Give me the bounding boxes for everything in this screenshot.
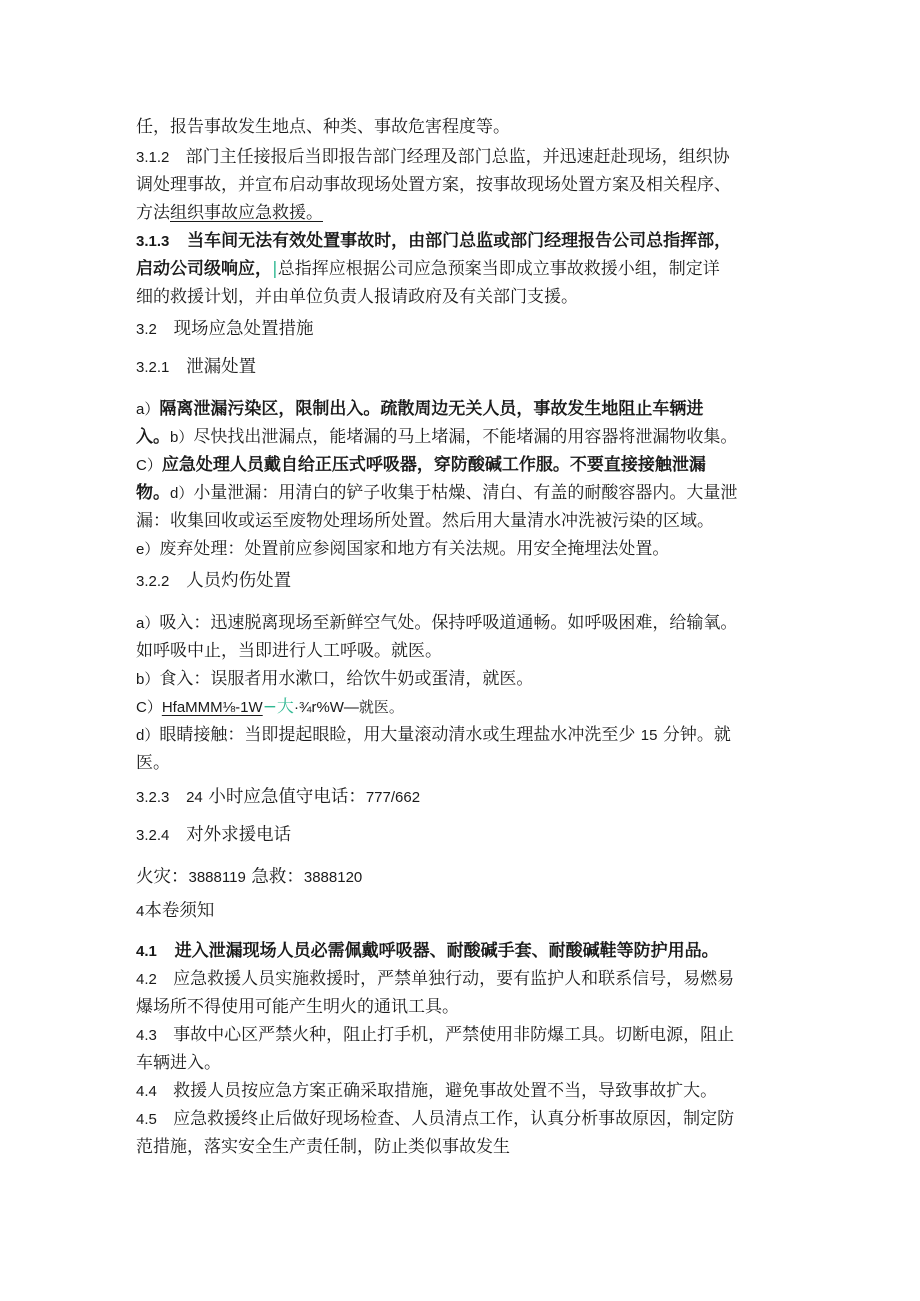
clause-number: 3.1.2 xyxy=(136,149,170,166)
text: 方法 xyxy=(136,203,170,223)
clause-number: 4.5 xyxy=(136,1111,157,1128)
item-marker: d） xyxy=(136,727,160,744)
paragraph-line xyxy=(136,1136,510,1158)
text: 范措施，落实安全生产责任制，防止类似事故发生 xyxy=(136,1137,510,1157)
heading-text: 现场应急处置措施 xyxy=(173,319,314,339)
clause-3-1-2 xyxy=(136,146,730,169)
number: 15 xyxy=(640,727,658,744)
text: 细的救援计划，并由单位负责人报请政府及有关部门支援。 xyxy=(136,287,578,307)
heading-3-2-4 xyxy=(136,824,291,847)
text: 车辆进入。 xyxy=(136,1053,221,1073)
text: 事故中心区严禁火种，阻止打手机，严禁使用非防爆工具。切断电源，阻止 xyxy=(173,1025,735,1045)
item-marker: C） xyxy=(136,699,162,716)
item-d xyxy=(136,724,731,747)
heading-number: 3.2.2 xyxy=(136,573,170,590)
clause-number: 4.1 xyxy=(136,943,157,960)
paragraph-line xyxy=(136,640,442,662)
phone-number: 777/662 xyxy=(365,789,421,806)
clause-4-2 xyxy=(136,968,734,991)
item-marker: d） xyxy=(170,485,194,502)
clause-number: 4.4 xyxy=(136,1083,157,1100)
clause-number: 3.1.3 xyxy=(136,233,170,250)
paragraph-line xyxy=(136,510,714,532)
text: 废弃处理：处置前应参阅国家和地方有关法规。用安全掩埋法处置。 xyxy=(159,539,670,559)
paragraph-line xyxy=(136,174,731,196)
bold-text: 隔离泄漏污染区，限制出入。疏散周边无关人员，事故发生地阻止车辆进 xyxy=(159,399,704,419)
underlined-text: 组织事故应急救援。 xyxy=(170,203,323,223)
clause-number: 4.2 xyxy=(136,971,157,988)
text: 吸入：迅速脱离现场至新鲜空气处。保持呼吸道通畅。如呼吸困难，给输氧。 xyxy=(159,613,738,633)
bold-text: 入。 xyxy=(136,427,170,447)
item-a xyxy=(136,398,703,421)
text: 应急救援终止后做好现场检查、人员清点工作，认真分析事故原因，制定防 xyxy=(173,1109,735,1129)
paragraph-line xyxy=(136,752,170,774)
heading-number: 3.2.3 xyxy=(136,789,170,806)
heading-text: 本卷须知 xyxy=(144,901,215,921)
item-marker: b） xyxy=(136,671,160,688)
item-marker: C） xyxy=(136,457,162,474)
item-marker: e） xyxy=(136,541,160,558)
text: 医。 xyxy=(136,753,170,773)
text: 任，报告事故发生地点、种类、事故危害程度等。 xyxy=(136,117,510,137)
text: 如呼吸中止，当即进行人工呼吸。就医。 xyxy=(136,641,442,661)
paragraph-line xyxy=(136,286,578,308)
text: 救援人员按应急方案正确采取措施，避免事故处置不当，导致事故扩大。 xyxy=(173,1081,718,1101)
label: 急救： xyxy=(251,867,304,887)
heading-text: 小时应急值守电话： xyxy=(208,787,366,807)
text: 应急救援人员实施救援时，严禁单独行动，要有监护人和联系信号，易燃易 xyxy=(173,969,735,989)
green-text: −大 xyxy=(262,697,294,717)
text: 部门主任接报后当即报告部门经理及部门总监，并迅速赶赴现场，组织协 xyxy=(185,147,730,167)
heading-text: 人员灼伤处置 xyxy=(186,571,292,591)
number: 24 xyxy=(186,789,203,806)
clause-4-1 xyxy=(136,940,719,963)
bold-text: 启动公司级响应， xyxy=(136,259,272,279)
item-a xyxy=(136,612,737,635)
heading-number: 3.2.1 xyxy=(136,359,170,376)
heading-3-2-3 xyxy=(136,786,420,809)
heading-text: 对外求援电话 xyxy=(186,825,292,845)
heading-3-2-2 xyxy=(136,570,291,593)
heading-number: 3.2.4 xyxy=(136,827,170,844)
item-d xyxy=(136,482,737,505)
text: 漏：收集回收或运至废物处理场所处置。然后用大量清水冲洗被污染的区域。 xyxy=(136,511,714,531)
heading-number: 4 xyxy=(136,903,145,920)
item-marker: a） xyxy=(136,615,160,632)
bold-text: 物。 xyxy=(136,483,170,503)
heading-3-2 xyxy=(136,318,314,341)
garbled-text: HfaMMM⅛-1W xyxy=(161,699,263,716)
paragraph-line xyxy=(136,202,323,224)
bold-text: 进入泄漏现场人员必需佩戴呼吸器、耐酸碱手套、耐酸碱鞋等防护用品。 xyxy=(174,941,719,961)
heading-3-2-1 xyxy=(136,356,256,379)
emergency-phones xyxy=(136,866,362,889)
clause-3-1-3 xyxy=(136,230,731,253)
clause-4-3 xyxy=(136,1024,734,1047)
item-b xyxy=(136,668,533,691)
text: 眼睛接触：当即提起眼睑，用大量滚动清水或生理盐水冲洗至少 xyxy=(159,725,636,745)
heading-text: 泄漏处置 xyxy=(186,357,257,377)
item-e xyxy=(136,538,669,561)
green-mark: | xyxy=(272,259,278,279)
text: 尽快找出泄漏点，能堵漏的马上堵漏，不能堵漏的用容器将泄漏物收集。 xyxy=(193,427,738,447)
heading-number: 3.2 xyxy=(136,321,157,338)
phone-number: 3888120 xyxy=(303,869,363,886)
text: 总指挥应根据公司应急预案当即成立事故救援小组，制定详 xyxy=(277,259,720,279)
item-b xyxy=(136,426,737,449)
bold-text: 应急处理人员戴自给正压式呼吸器，穿防酸碱工作服。不要直接接触泄漏 xyxy=(161,455,706,475)
clause-number: 4.3 xyxy=(136,1027,157,1044)
paragraph-line xyxy=(136,996,459,1018)
clause-4-4 xyxy=(136,1080,717,1103)
phone-number: 3888119 xyxy=(188,869,246,886)
text: 小量泄漏：用清白的铲子收集于枯燥、清白、有盖的耐酸容器内。大量泄 xyxy=(193,483,738,503)
label: 火灾： xyxy=(136,867,189,887)
item-marker: b） xyxy=(170,429,194,446)
bold-text: 当车间无法有效处置事故时，由部门总监或部门经理报告公司总指挥部， xyxy=(187,231,732,251)
item-marker: a） xyxy=(136,401,160,418)
paragraph-line xyxy=(136,1052,221,1074)
text: 分钟。就 xyxy=(662,725,731,745)
item-c xyxy=(136,696,404,719)
heading-4 xyxy=(136,900,214,923)
item-c xyxy=(136,454,706,477)
paragraph-line xyxy=(136,258,720,280)
text: 调处理事故，并宣布启动事故现场处置方案，按事故现场处置方案及相关程序、 xyxy=(136,175,731,195)
clause-4-5 xyxy=(136,1108,734,1131)
text: 食入：误服者用水漱口，给饮牛奶或蛋清，就医。 xyxy=(159,669,534,689)
text: 爆场所不得使用可能产生明火的通讯工具。 xyxy=(136,997,459,1017)
garbled-text: ·¾r%W—就医。 xyxy=(293,699,404,716)
paragraph-line xyxy=(136,116,510,138)
